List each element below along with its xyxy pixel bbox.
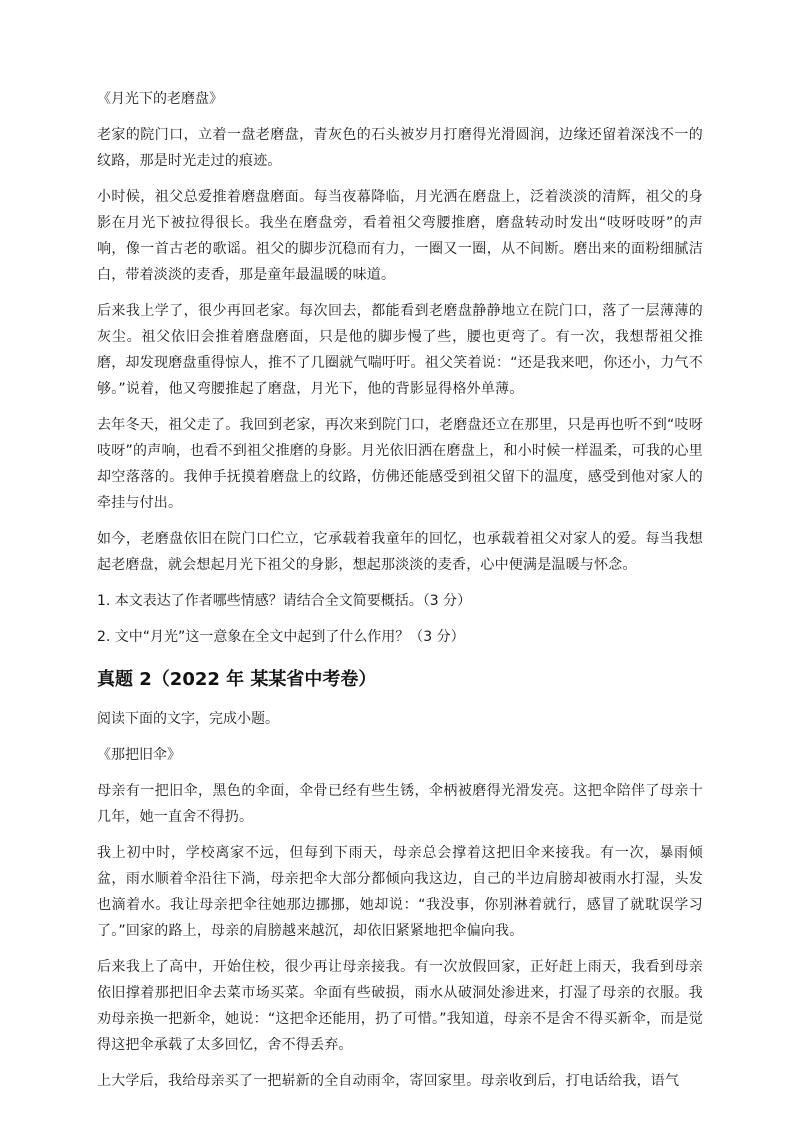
paragraph: 后来我上了高中，开始住校，很少再让母亲接我。有一次放假回家，正好赶上雨天，我看到母亲依旧撑着那把旧伞去菜市场买菜。伞面有些破损，雨水从破洞处渗进来，打湿了母亲的衣服。我劝母亲换一把新伞，她说：“这把伞还能用，扔了可惜。”我知道，母亲不是舍不得买新伞，而是觉得这把伞承载了太多回忆，舍不得丢弃。 (97, 959, 703, 1053)
article-title: 《那把旧伞》 (97, 747, 181, 763)
document-page (97, 86, 703, 1104)
question-item: 2. 文中“月光”这一意象在全文中起到了什么作用？（3 分） (97, 629, 465, 645)
question-item: 1. 本文表达了作者哪些情感？请结合全文简要概括。（3 分） (97, 593, 472, 609)
article-title: 《月光下的老磨盘》 (97, 91, 223, 107)
paragraph: 去年冬天，祖父走了。我回到老家，再次来到院门口，老磨盘还立在那里，只是再也听不到“吱呀吱呀”的声响，也看不到祖父推磨的身影。月光依旧洒在磨盘上，和小时候一样温柔，可我的心里却空落落的。我伸手抚摸着磨盘上的纹路，仿佛还能感受到祖父留下的温度，感受到他对家人的牵挂与付出。 (97, 417, 703, 511)
paragraph: 小时候，祖父总爱推着磨盘磨面。每当夜幕降临，月光洒在磨盘上，泛着淡淡的清辉，祖父的身影在月光下被拉得很长。我坐在磨盘旁，看着祖父弯腰推磨，磨盘转动时发出“吱呀吱呀”的声响，像一首古老的歌谣。祖父的脚步沉稳而有力，一圈又一圈，从不间断。磨出来的面粉细腻洁白，带着淡淡的麦香，那是童年最温暖的味道。 (97, 189, 703, 283)
section-heading: 真题 2（2022 年 某某省中考卷） (97, 669, 377, 690)
paragraph: 如今，老磨盘依旧在院门口伫立，它承载着我童年的回忆，也承载着祖父对家人的爱。每当我想起老磨盘，就会想起月光下祖父的身影，想起那淡淡的麦香，心中便满是温暖与怀念。 (97, 531, 703, 573)
paragraph: 我上初中时，学校离家不远，但每到下雨天，母亲总会撑着这把旧伞来接我。有一次，暴雨倾盆，雨水顺着伞沿往下淌，母亲把伞大部分都倾向我这边，自己的半边肩膀却被雨水打湿，头发也滴着水。我让母亲把伞往她那边挪挪，她却说：“我没事，你别淋着就行，感冒了就耽误学习了。”回家的路上，母亲的肩膀越来越沉，却依旧紧紧地把伞偏向我。 (97, 845, 703, 939)
paragraph: 老家的院门口，立着一盘老磨盘，青灰色的石头被岁月打磨得光滑圆润，边缘还留着深浅不一的纹路，那是时光走过的痕迹。 (97, 127, 703, 169)
instruction-text: 阅读下面的文字，完成小题。 (97, 711, 279, 727)
paragraph: 后来我上学了，很少再回老家。每次回去，都能看到老磨盘静静地立在院门口，落了一层薄薄的灰尘。祖父依旧会推着磨盘磨面，只是他的脚步慢了些，腰也更弯了。有一次，我想帮祖父推磨，却发现磨盘重得惊人，推不了几圈就气喘吁吁。祖父笑着说：“还是我来吧，你还小，力气不够。”说着，他又弯腰推起了磨盘，月光下，他的背影显得格外单薄。 (97, 303, 703, 397)
paragraph: 上大学后，我给母亲买了一把崭新的全自动雨伞，寄回家里。母亲收到后，打电话给我，语气 (97, 1073, 680, 1089)
paragraph: 母亲有一把旧伞，黑色的伞面，伞骨已经有些生锈，伞柄被磨得光滑发亮。这把伞陪伴了母亲十几年，她一直舍不得扔。 (97, 783, 703, 825)
